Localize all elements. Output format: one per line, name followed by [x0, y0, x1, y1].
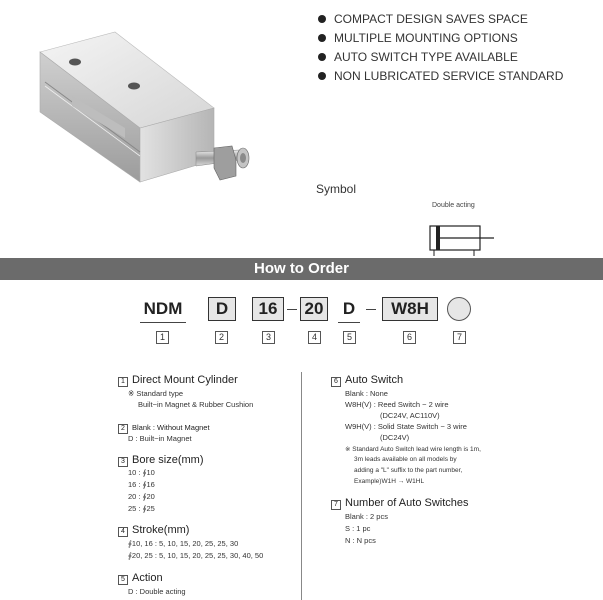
section-6-line: Blank : None [345, 389, 388, 398]
double-acting-symbol-icon [424, 220, 496, 256]
code-stroke: 20 [300, 297, 328, 321]
code-number-5: 5 [343, 331, 356, 344]
section-6-line: (DC24V, AC110V) [380, 411, 440, 420]
code-number-1: 1 [156, 331, 169, 344]
section-6-line: W9H(V) : Solid State Switch − 3 wire [345, 422, 467, 431]
code-underline [140, 322, 186, 323]
section-1-line: Built−in Magnet & Rubber Cushion [138, 400, 254, 409]
section-6-note: ※ Standard Auto Switch lead wire length is 1m, [345, 446, 481, 453]
cylinder-product-image [0, 0, 300, 200]
section-5-line: D : Double acting [128, 587, 186, 596]
section-3-line: 10 : ∮10 [128, 468, 155, 477]
bullet-icon [318, 34, 326, 42]
code-dash [366, 309, 376, 310]
section-6-title: 6 Auto Switch [331, 374, 403, 387]
bullet-icon [318, 72, 326, 80]
feature-item: COMPACT DESIGN SAVES SPACE [318, 10, 563, 29]
column-divider [301, 372, 302, 600]
code-dash [287, 309, 297, 310]
code-series: NDM [143, 299, 183, 318]
section-3-line: 25 : ∮25 [128, 504, 155, 513]
bullet-icon [318, 15, 326, 23]
code-number-6: 6 [403, 331, 416, 344]
section-6-line: W8H(V) : Reed Switch − 2 wire [345, 400, 449, 409]
section-2-line: D : Built−in Magnet [128, 434, 192, 443]
section-6-note: adding a "L" suffix to the part number, [354, 467, 463, 474]
section-7-line: Blank : 2 pcs [345, 512, 388, 521]
section-5-title: 5 Action [118, 572, 163, 585]
code-underline [338, 322, 360, 323]
code-number-3: 3 [262, 331, 275, 344]
section-6-note: Example)W1H → W1HL [354, 478, 425, 485]
bullet-icon [318, 53, 326, 61]
code-magnet: D [208, 297, 236, 321]
section-6-line: (DC24V) [380, 433, 410, 442]
section-3-line: 20 : ∮20 [128, 492, 155, 501]
code-bore: 16 [252, 297, 284, 321]
section-4-title: 4 Stroke(mm) [118, 524, 189, 537]
section-6-note: 3m leads available on all models by [354, 456, 457, 463]
code-action: D [342, 299, 356, 318]
section-3-title: 3 Bore size(mm) [118, 454, 204, 467]
section-1-title: 1 Direct Mount Cylinder [118, 374, 238, 387]
section-7-title: 7 Number of Auto Switches [331, 497, 469, 510]
feature-item: AUTO SWITCH TYPE AVAILABLE [318, 48, 563, 67]
section-2-title: 2 Blank : Without Magnet [118, 421, 210, 434]
code-number-2: 2 [215, 331, 228, 344]
symbol-title: Symbol [316, 182, 357, 196]
code-number-7: 7 [453, 331, 466, 344]
code-auto-switch: W8H [382, 297, 438, 321]
code-number-4: 4 [308, 331, 321, 344]
section-7-line: N : N pcs [345, 536, 376, 545]
section-7-line: S : 1 pc [345, 524, 371, 533]
section-4-line: ∮20, 25 : 5, 10, 15, 20, 25, 25, 30, 40, 50 [128, 551, 264, 560]
feature-item: NON LUBRICATED SERVICE STANDARD [318, 67, 563, 86]
section-3-line: 16 : ∮16 [128, 480, 155, 489]
section-4-line: ∮10, 16 : 5, 10, 15, 20, 25, 25, 30 [128, 539, 239, 548]
how-to-order-header: How to Order [0, 258, 603, 280]
symbol-caption: Double acting [432, 202, 475, 209]
code-switch-count-circle [447, 297, 471, 321]
feature-list [318, 10, 563, 86]
section-1-line: ※ Standard type [128, 389, 184, 398]
feature-item: MULTIPLE MOUNTING OPTIONS [318, 29, 563, 48]
